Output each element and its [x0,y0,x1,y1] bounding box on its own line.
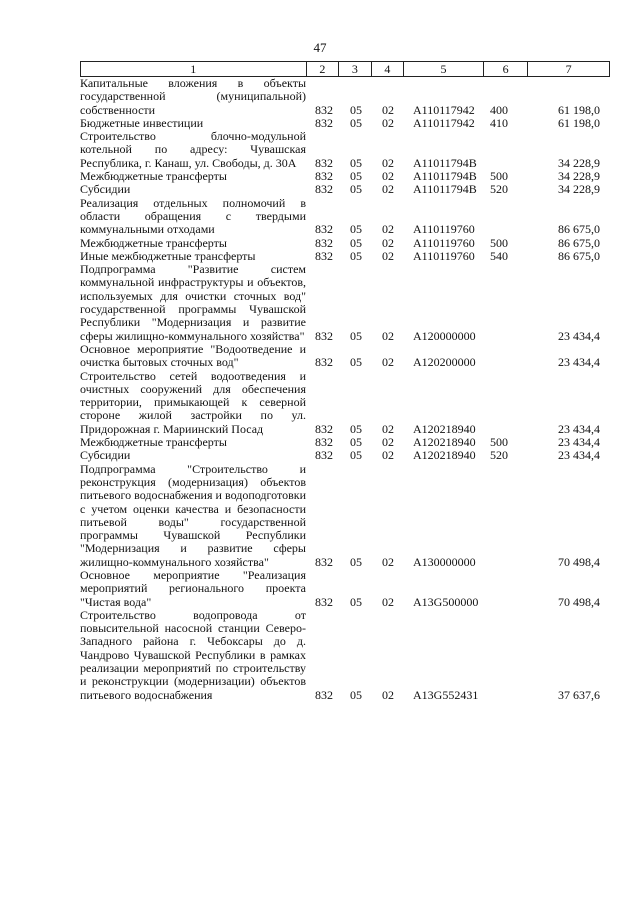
column-header-3: 3 [339,62,372,76]
row-subsection: 02 [382,594,394,609]
row-target-item: А13G552431 [413,687,479,702]
table-row [80,343,610,370]
row-section: 05 [350,448,362,463]
row-amount: 23 434,4 [558,435,600,450]
table-row [80,197,610,237]
row-section: 05 [350,594,362,609]
row-ministry-code: 832 [315,355,333,370]
row-expense-type: 400 [490,102,508,117]
row-name: Межбюджетные трансферты [80,235,227,250]
row-section: 05 [350,182,362,197]
table-row [80,609,610,702]
table-row [80,170,610,183]
budget-table [80,61,610,702]
row-amount: 23 434,4 [558,421,600,436]
row-expense-type: 410 [490,115,508,130]
row-amount: 23 434,4 [558,328,600,343]
row-target-item: А110117942 [413,115,475,130]
row-amount: 34 228,9 [558,155,600,170]
table-row [80,449,610,462]
row-amount: 86 675,0 [558,222,600,237]
table-row [80,237,610,250]
row-section: 05 [350,328,362,343]
row-target-item: А120218940 [413,421,476,436]
row-expense-type: 520 [490,448,508,463]
row-subsection: 02 [382,448,394,463]
row-name: Подпрограмма "Строительство и реконструкция (модернизация) объектов питьевого водоснабжения и водоподготовки с учетом оценки качества и безопасности питьевой воды" государственной программы Чувашской Республики "Модернизация и развитие сферы жилищно-коммунального хозяйства" [80,461,306,569]
row-target-item: А120200000 [413,355,476,370]
row-ministry-code: 832 [315,222,333,237]
row-subsection: 02 [382,421,394,436]
row-amount: 34 228,9 [558,169,600,184]
row-section: 05 [350,115,362,130]
table-row [80,463,610,569]
row-ministry-code: 832 [315,115,333,130]
table-row [80,117,610,130]
row-ministry-code: 832 [315,155,333,170]
row-subsection: 02 [382,169,394,184]
row-section: 05 [350,222,362,237]
row-ministry-code: 832 [315,421,333,436]
row-ministry-code: 832 [315,594,333,609]
table-row [80,183,610,196]
row-target-item: А11011794В [413,169,477,184]
row-name: Строительство водопровода от повысительной насосной станции Северо-Западного района г. Чебоксары до д. Чандрово Чувашской Республики в рамках реализации мероприятий по строительству и реконструкции (модернизации) объектов питьевого водоснабжения [80,607,306,702]
row-amount: 61 198,0 [558,102,600,117]
row-section: 05 [350,687,362,702]
row-amount: 23 434,4 [558,355,600,370]
row-subsection: 02 [382,115,394,130]
row-section: 05 [350,102,362,117]
table-row [80,130,610,170]
row-subsection: 02 [382,102,394,117]
column-header-5: 5 [404,62,484,76]
row-name: Субсидии [80,182,131,197]
row-target-item: А110119760 [413,248,475,263]
row-amount: 86 675,0 [558,248,600,263]
row-name: Капитальные вложения в объекты государственной (муниципальной) собственности [80,76,306,117]
table-row [80,263,610,343]
table-row [80,250,610,263]
row-target-item: А120218940 [413,435,476,450]
row-target-item: А13G500000 [413,594,479,609]
row-name: Бюджетные инвестиции [80,115,204,130]
row-subsection: 02 [382,222,394,237]
row-subsection: 02 [382,248,394,263]
row-name: Строительство блочно-модульной котельной по адресу: Чувашская Республика, г. Канаш, ул. Свободы, д. 30А [80,129,306,170]
row-subsection: 02 [382,328,394,343]
row-ministry-code: 832 [315,448,333,463]
row-target-item: А110119760 [413,222,475,237]
row-expense-type: 500 [490,235,508,250]
row-amount: 86 675,0 [558,235,600,250]
page-number: 47 [313,40,327,55]
row-subsection: 02 [382,554,394,569]
row-name: Субсидии [80,448,131,463]
row-name: Подпрограмма "Развитие систем коммунальной инфраструктуры и объектов, используемых для очистки сточных вод" государственной программы Чувашской Республики "Модернизация и развитие сферы жилищно-коммунального хозяйства" [80,262,306,343]
column-header-7: 7 [528,62,610,76]
row-ministry-code: 832 [315,248,333,263]
row-ministry-code: 832 [315,102,333,117]
row-subsection: 02 [382,355,394,370]
row-amount: 61 198,0 [558,115,600,130]
row-expense-type: 540 [490,248,508,263]
row-section: 05 [350,169,362,184]
row-section: 05 [350,235,362,250]
column-header-2: 2 [307,62,340,76]
row-name: Строительство сетей водоотведения и очистных сооружений для обеспечения территории, примыкающей к северной стороне жилой застройки по ул. Придорожная г. Мариинский Посад [80,368,306,436]
row-ministry-code: 832 [315,687,333,702]
row-subsection: 02 [382,235,394,250]
row-name: Межбюджетные трансферты [80,169,227,184]
row-expense-type: 520 [490,182,508,197]
row-expense-type: 500 [490,169,508,184]
row-subsection: 02 [382,435,394,450]
row-subsection: 02 [382,687,394,702]
row-section: 05 [350,155,362,170]
row-ministry-code: 832 [315,169,333,184]
row-target-item: А11011794В [413,182,477,197]
table-row [80,370,610,436]
row-ministry-code: 832 [315,435,333,450]
column-header-1: 1 [81,62,307,76]
row-target-item: А110119760 [413,235,475,250]
row-section: 05 [350,248,362,263]
row-subsection: 02 [382,155,394,170]
row-ministry-code: 832 [315,235,333,250]
row-subsection: 02 [382,182,394,197]
row-name: Реализация отдельных полномочий в области обращения с твердыми коммунальными отходами [80,195,306,237]
row-target-item: А110117942 [413,102,475,117]
row-amount: 23 434,4 [558,448,600,463]
row-ministry-code: 832 [315,554,333,569]
row-target-item: А11011794В [413,155,477,170]
column-header-4: 4 [372,62,405,76]
row-amount: 37 637,6 [558,687,600,702]
row-name: Межбюджетные трансферты [80,435,227,450]
row-ministry-code: 832 [315,182,333,197]
row-target-item: А130000000 [413,554,476,569]
row-ministry-code: 832 [315,328,333,343]
row-amount: 70 498,4 [558,594,600,609]
row-section: 05 [350,435,362,450]
row-target-item: А120000000 [413,328,476,343]
table-row [80,436,610,449]
row-section: 05 [350,554,362,569]
row-amount: 70 498,4 [558,554,600,569]
row-name: Основное мероприятие "Реализация мероприятий регионального проекта "Чистая вода" [80,567,306,609]
row-section: 05 [350,421,362,436]
table-row [80,77,610,117]
row-amount: 34 228,9 [558,182,600,197]
table-row [80,569,610,609]
row-expense-type: 500 [490,435,508,450]
row-section: 05 [350,355,362,370]
row-name: Основное мероприятие "Водоотведение и очистка бытовых сточных вод" [80,341,306,370]
row-target-item: А120218940 [413,448,476,463]
table-header-row [80,61,610,77]
column-header-6: 6 [484,62,528,76]
row-name: Иные межбюджетные трансферты [80,248,256,263]
